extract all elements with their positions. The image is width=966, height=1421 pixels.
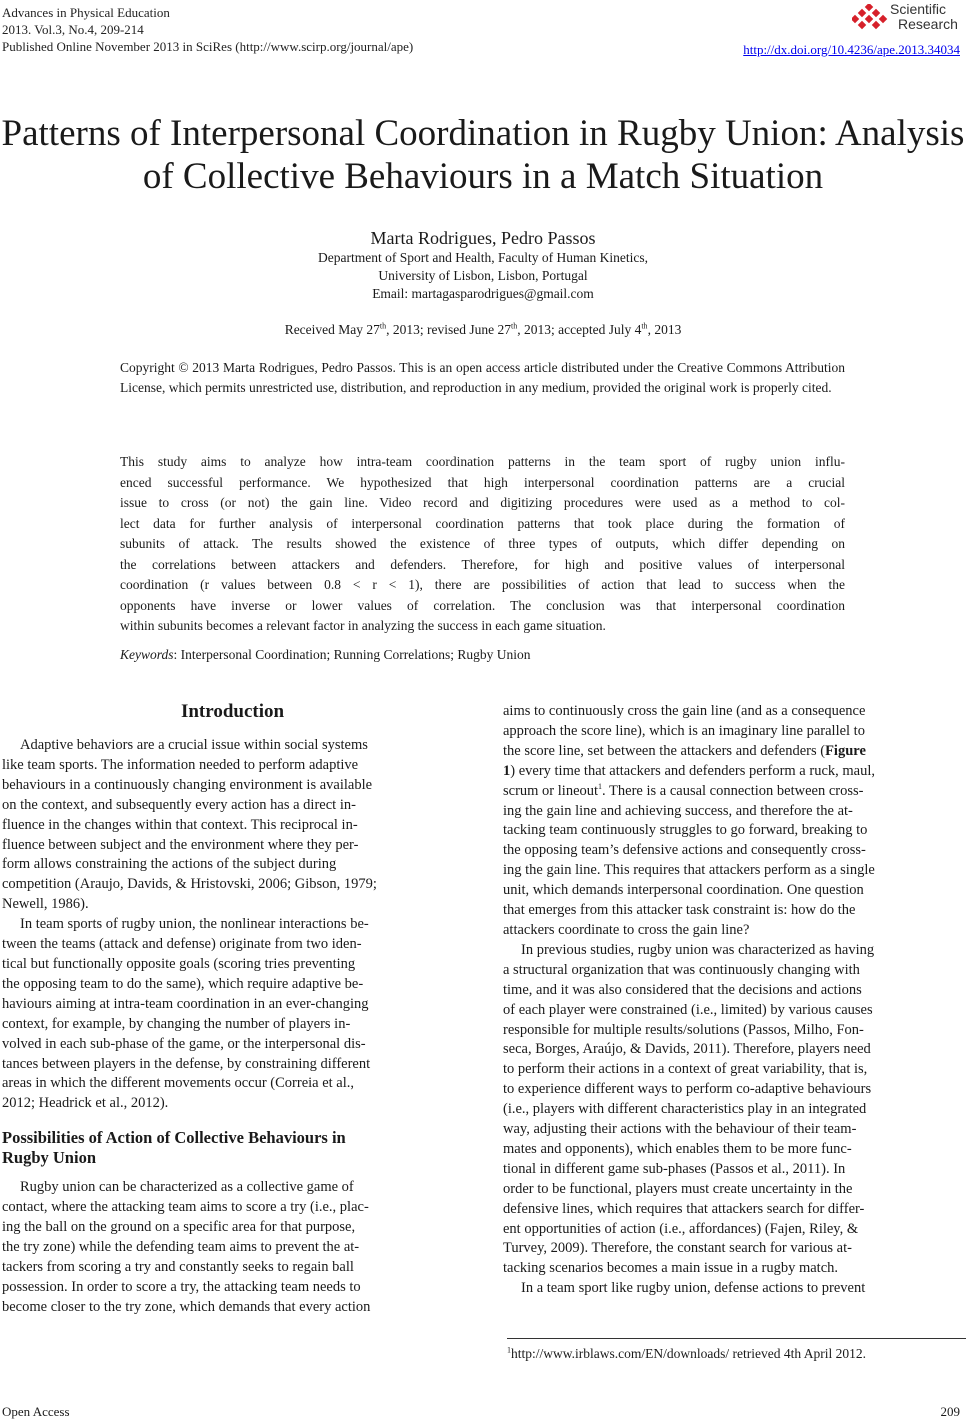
abstract <box>120 452 845 637</box>
abstract-line: opponents have inverse or lower values of correlation. The conclusion was that interpersonal coordination <box>120 597 845 613</box>
affiliation-university: University of Lisbon, Lisbon, Portugal <box>378 268 588 283</box>
abstract-line: issue to cross (or not) the gain line. Video record and digitizing procedures were used as a method to col- <box>120 495 845 510</box>
publisher-logo <box>852 2 962 36</box>
title-line-1: Patterns of Interpersonal Coordination in Rugby Union: Analysis <box>1 113 965 154</box>
scientific-research-logo-icon <box>852 4 888 34</box>
right-column: aims to continuously cross the gain line (and as a consequence approach the score line), which is an imaginary line parallel to the score line, set between the attackers and defenders (Figure 1) every time that attackers and defenders perform a ruck, maul, scrum or lineout$^1$. There is a causal connection between cross- ing the gain line and achieving success, and therefore the at- tacking team continuously struggles to go forward, breaking to the opposing team’s defensive actions and consequently cross- ing the gain line. This requires that attackers perform as a single unit, which demands interpersonal coordination. One question that emerges from this attacker task constraint is: how do the attackers coordinate to cross the gain line? In previous studies, rugby union was characterized as having a structural organization that was continuously changing with time, and it was also considered that the decisions and actions of each player were constrained (i.e., limited) by various causes responsible for multiple results/solutions (Passos, Milho, Fon- seca, Borges, Araújo, & Davids, 2011). Therefore, players need to perform their actions in a context of great variability, that is, to experience different ways to perform co-adaptive behaviours (i.e., players with different characteristics play in an integrated way, adjusting their actions with the behaviour of their team- mates and opponents), which enables them to be more func- tional in different game sub-phases (Passos et al., 2011). In order to be functional, players must create uncertainty in the defensive lines, which requires that attackers search for differ- ent opportunities of action (i.e., affordances) (Fajen, Riley, & Turvey, 2009). Therefore, the constant search for various at- tacking scenarios becomes a main issue in a rugby match. In a team sport like rugby union, defense actions to prevent <box>503 703 876 1297</box>
logo-text: Scientific Research <box>890 1 958 32</box>
section-heading-introduction: Introduction <box>180 701 285 722</box>
abstract-line: the correlations between attackers and defenders. Therefore, for high and positive values of interpersonal <box>120 556 845 572</box>
footer-open-access: Open Access <box>2 1404 70 1419</box>
affiliation-department: Department of Sport and Health, Faculty of Human Kinetics, <box>318 250 648 265</box>
left-column: Introduction Adaptive behaviors are a crucial issue within social systems like team sports. The information needed to perform adaptive behaviours in a continuously changing environment is available on the context, and subsequently every action has a direct in- fluence in the changes within that context. This reciprocal in- fluence between subject and the environment where they per- form allows constraining the actions of the subject during competition (Araujo, Davids, & Hristovski, 2006; Gibson, 1979; Newell, 1986). In team sports of rugby union, the nonlinear interactions be- tween the teams (attack and defense) originate from two iden- tical but functionally opposite goals (scoring tries preventing the opposing team to do the same), which require adaptive be- haviours aiming at intra-team coordination in an ever-changing context, for example, by changing the number of players in- volved in each sub-phase of the game, or the interpersonal dis- tances between players in the defense, by constraining different areas in which the different movements occur (Correia et al., 2012; Headrick et al., 2012). Possibilities of Action of Collective Behaviours in Rugby Union Rugby union can be characterized as a collective game of contact, where the attacking team aims to score a try (i.e., plac- ing the ball on the ground on a specific area for that purpose, the try zone) while the defending team aims to prevent the at- tackers from scoring a try and constantly seeks to regain ball possession. In order to score a try, the attacking team needs to become closer to the try zone, which demands that every action <box>2 700 463 1318</box>
figure-reference[interactable]: 1 <box>503 762 511 779</box>
journal-name: Advances in Physical Education <box>2 5 170 20</box>
author-email: Email: martagasparodrigues@gmail.com <box>372 286 594 301</box>
submission-dates: Received May 27th, 2013; revised June 27th, 2013; accepted July 4th, 2013 <box>284 321 682 337</box>
footnote-url[interactable]: http://www.irblaws.com/EN/downloads/ retrieved 4th April 2012. <box>511 1346 866 1361</box>
subsection-heading: Possibilities of Action of Collective Behaviours in Rugby Union <box>2 1128 346 1168</box>
copyright-notice: Copyright © 2013 Marta Rodrigues, Pedro Passos. This is an open access article distributed under the Creative Commons Attribution License, which permits unrestricted use, distribution, and reproduction in any medium, provided the original work is properly cited. <box>120 360 845 395</box>
doi-link[interactable]: http://dx.doi.org/10.4236/ape.2013.34034 <box>743 42 960 57</box>
abstract-line: enced successful performance. We hypothesized that high interpersonal coordination patterns are a crucial <box>120 474 845 490</box>
abstract-line: This study aims to analyze how intra-team coordination patterns in the team sport of rugby union influ- <box>120 454 845 469</box>
abstract-line: lect data for further analysis of interpersonal coordination patterns that took place during the formation of <box>120 515 845 531</box>
figure-reference[interactable]: Figure <box>825 742 866 759</box>
journal-header <box>2 4 413 55</box>
keywords-label: Keywords <box>120 647 174 662</box>
affiliation <box>0 249 966 303</box>
keywords-text: : Interpersonal Coordination; Running Correlations; Rugby Union <box>173 647 531 662</box>
author-list: Marta Rodrigues, Pedro Passos <box>370 228 596 248</box>
keywords <box>120 647 530 663</box>
paper-title <box>0 112 966 198</box>
footnote-divider <box>507 1338 966 1339</box>
page-number: 209 <box>940 1404 960 1419</box>
footnote: $^1$http://www.irblaws.com/EN/downloads/ retrieved 4th April 2012. <box>507 1345 866 1361</box>
abstract-line: subunits of attack. The results showed the existence of three types of outputs, which differ depending on <box>120 536 845 551</box>
journal-volume: 2013. Vol.3, No.4, 209-214 <box>2 22 144 37</box>
abstract-line: within subunits becomes a relevant factor in analyzing the success in each game situation. <box>120 618 606 633</box>
publication-info: Published Online November 2013 in SciRes (http://www.scirp.org/journal/ape) <box>2 39 414 54</box>
abstract-line: coordination (r values between 0.8 < r < 1), there are possibilities of action that lead to success when the <box>120 577 845 592</box>
footnote-marker[interactable]: 1 <box>598 781 603 791</box>
title-line-2: of Collective Behaviours in a Match Situation <box>142 156 824 197</box>
